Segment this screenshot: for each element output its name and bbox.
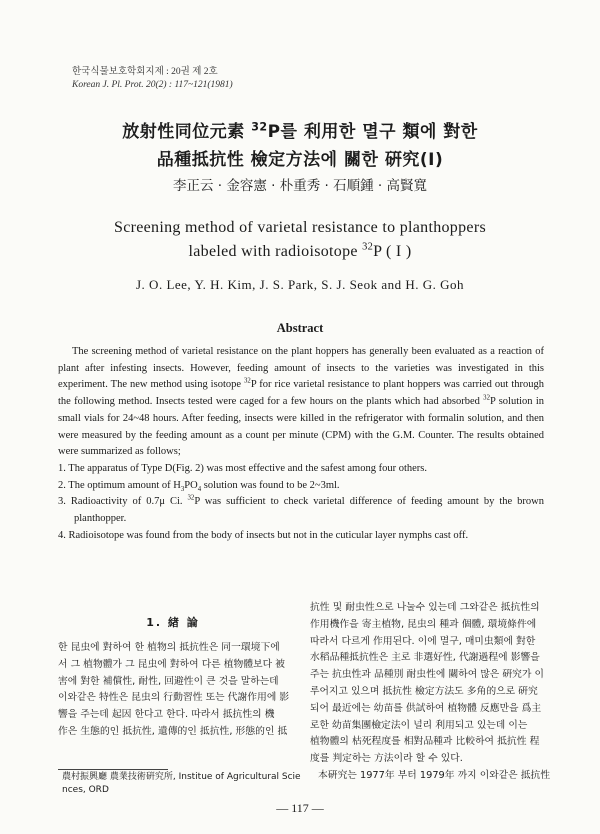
text-line: 되어 最近에는 幼苗를 供試하여 植物體 反應만을 爲主	[310, 702, 542, 714]
text-line: 이와같은 特性은 昆虫의 行動習性 또는 代謝作用에 影	[58, 692, 290, 704]
right-column-text	[310, 600, 551, 785]
result-item-4: 4. Radioisotope was found from the body of insects but not in the cuticular layer nymphs cast off.	[58, 529, 469, 541]
text-line: 本硏究는 1977年 부터 1979年 까지 이와같은 抵抗性	[318, 769, 551, 781]
text-line: 度를 判定하는 方法이라 할 수 있다.	[310, 753, 463, 765]
text-line: 響을 주는데 起因 한다고 한다. 따라서 抵抗性의 機	[58, 709, 275, 721]
abstract-paragraph: The screening method of varietal resistance on the plant hoppers has generally been evaluated as a reaction of plant after infesting insects. However, feeding amount of insects to the varieties was investigated in this experiment. The new method using isotope $^{32}$P for rice varietal resistance to plant hoppers was carried out through the following method. Insects tested were caged for a few hours on the plants which had absorbed $^{32}$P solution in small vials for 24~48 hours. After feeding, insects were killed in the refrigerator with formalin solution, and then were measured by the feeding amount as a count per minute (CPM) with the G.M. Counter. The results obtained were summarized as follows;	[58, 346, 545, 458]
text-line: 루어지고 있으며 抵抗性 檢定方法도 多角的으로 硏究	[310, 685, 538, 697]
text-line: 주는 抗虫性과 品種別 耐虫性에 關하여 많은 硏究가 이	[310, 669, 544, 681]
text-line: 作은 生態的인 抵抗性, 遺傳的인 抵抗性, 形態的인 抵	[58, 725, 288, 737]
text-line: 水稻品種抵抗性은 主로 非選好性, 代謝過程에 影響을	[310, 652, 540, 664]
text-line: 서 그 植物體가 그 昆虫에 對하여 다른 植物體보다 被	[58, 658, 285, 670]
footnote-line2: nces, ORD	[62, 784, 109, 795]
result-item-2: 2. The optimum amount of $H_3PO_4$ solution was found to be 2~3ml.	[58, 479, 340, 493]
text-line: 抗性 및 耐虫性으로 나눌수 있는데 그와같은 抵抗性의	[310, 602, 540, 613]
text-line: 害에 對한 補償性, 耐性, 回避性이 큰 것을 말하는데	[58, 675, 279, 687]
english-authors: J. O. Lee, Y. H. Kim, J. S. Park, S. J. Seok and H. G. Goh	[136, 277, 464, 292]
text-line: 作用機作을 寄主植物, 昆虫의 種과 個體, 環境條件에	[310, 618, 537, 630]
left-column-text	[58, 640, 288, 741]
footnote-line1: 農村振興廳 農業技術硏究所, Institue of Agricultural Scie	[62, 772, 301, 782]
korean-authors: 李正云 · 金容憲 · 朴重秀 · 石順鍾 · 高賢寬	[173, 178, 427, 194]
footnote	[62, 771, 301, 796]
korean-title-line1: 放射性同位元素 $^{32}$P를 利用한 멸구 類에 對한	[122, 120, 478, 142]
section-heading-introduction: 1. 緖 論	[146, 616, 200, 629]
text-line: 植物體의 枯死程度를 相對品種과 比較하여 抵抗性 程	[310, 736, 540, 748]
journal-name-english: Korean J. Pl. Prot. 20(2) : 117~121(1981)	[72, 80, 233, 90]
journal-name-korean: 한국식물보호학회지제 : 20권 제 2호	[72, 67, 218, 77]
result-item-3: 3. Radioactivity of 0.7μ Ci. $^{32}$P was sufficient to check varietal difference of feeding amount by the brown planthopper.	[58, 494, 544, 525]
journal-citation	[72, 66, 233, 92]
text-line: 로한 幼苗集團檢定法이 널리 利用되고 있는데 이는	[310, 719, 528, 731]
english-title-line1: Screening method of varietal resistance to planthoppers	[114, 219, 486, 236]
page-number: — 117 —	[276, 801, 324, 815]
abstract-heading: Abstract	[276, 321, 324, 335]
abstract-body	[58, 344, 544, 544]
text-line: 한 昆虫에 對하여 한 植物의 抵抗性은 同一環境下에	[58, 642, 280, 653]
english-title-line2: labeled with radioisotope $^{32}$P ( I )	[188, 241, 412, 260]
results-list	[58, 461, 544, 545]
text-line: 따라서 다르게 作用된다. 이에 멸구, 매미虫類에 對한	[310, 635, 536, 647]
footnote-divider	[58, 769, 168, 770]
korean-title-line2: 品種抵抗性 檢定方法에 關한 硏究(I)	[156, 150, 444, 170]
result-item-1: 1. The apparatus of Type D(Fig. 2) was most effective and the safest among four others.	[58, 462, 428, 474]
